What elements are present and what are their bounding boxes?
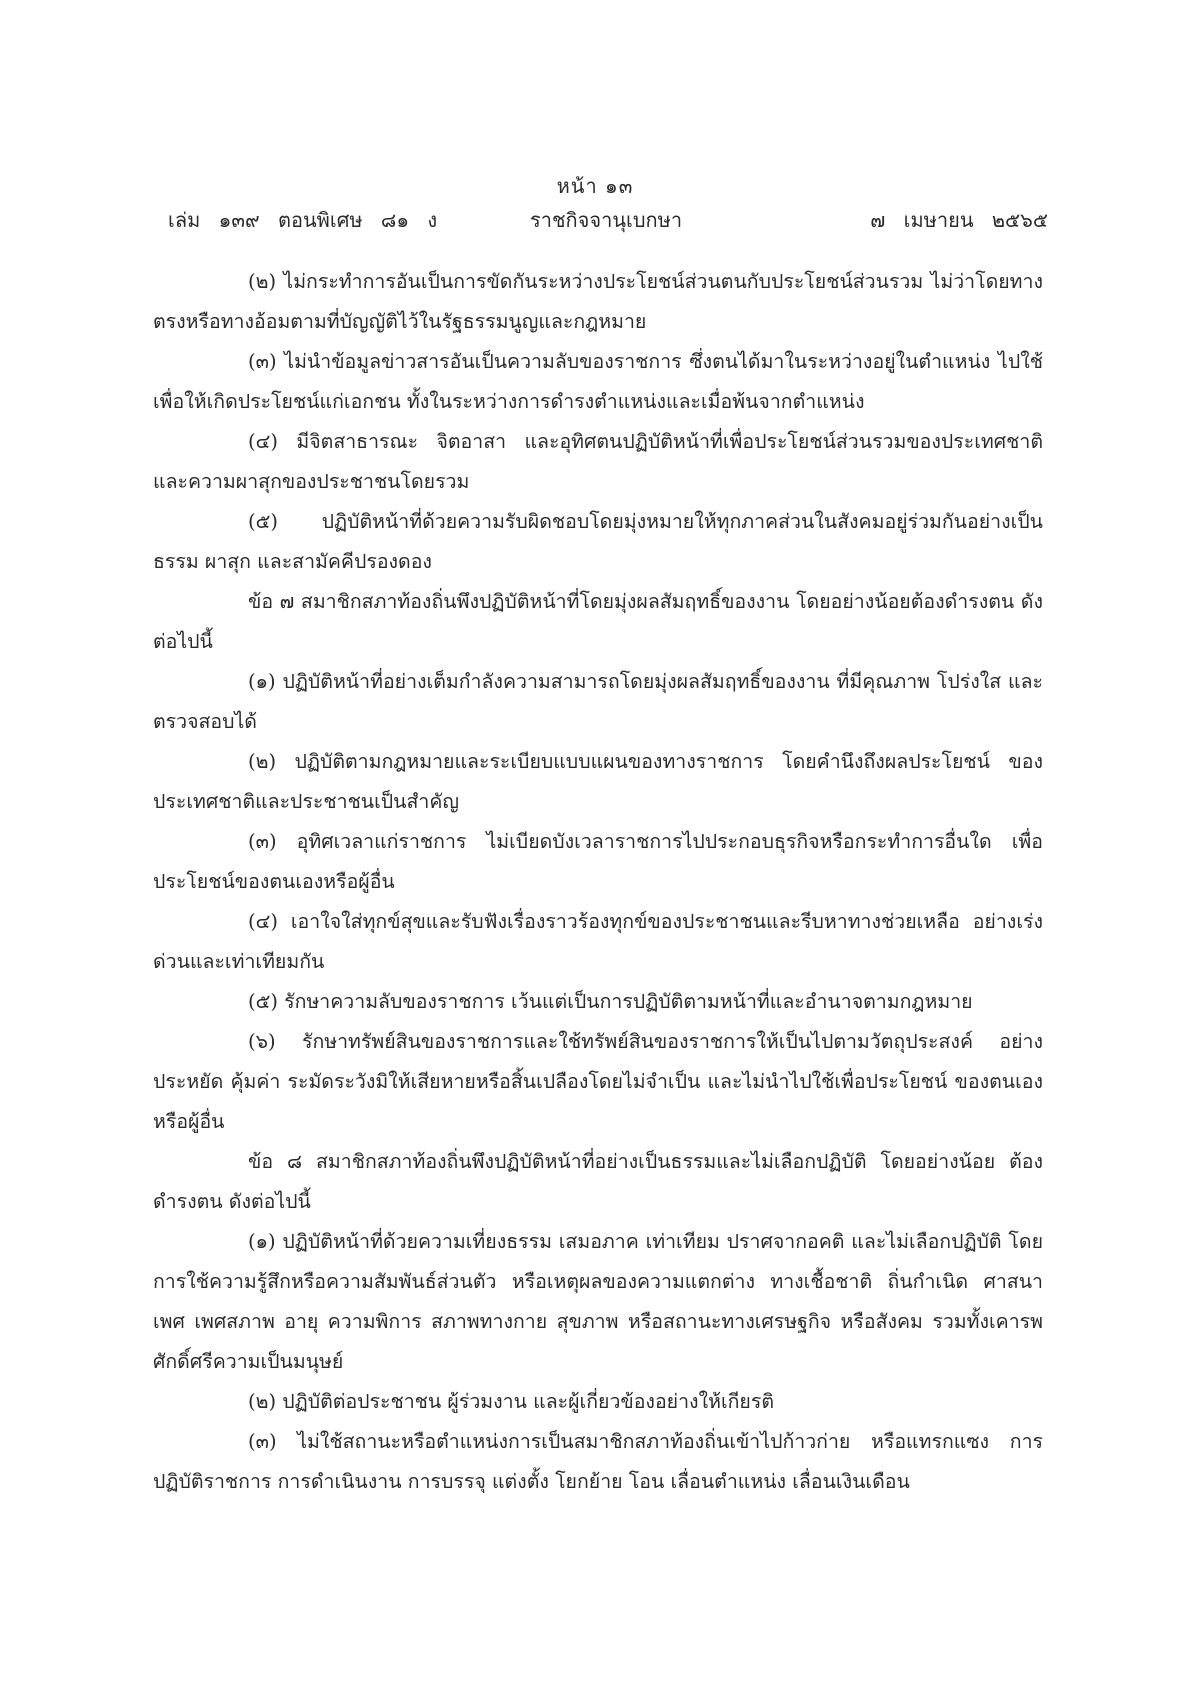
paragraph: (๖) รักษาทรัพย์สินของราชการและใช้ทรัพย์สินของราชการให้เป็นไปตามวัตถุประสงค์ อย่างประหยัด คุ้มค่า ระมัดระวังมิให้เสียหายหรือสิ้นเปลืองโดยไม่จำเป็น และไม่นำไปใช้เพื่อประโยชน์ ของตนเองหรือผู้อื่น (153, 1030, 1043, 1133)
paragraph: (๓) ไม่นำข้อมูลข่าวสารอันเป็นความลับของราชการ ซึ่งตนได้มาในระหว่างอยู่ในตำแหน่ง ไปใช้เพื่อให้เกิดประโยชน์แก่เอกชน ทั้งในระหว่างการดำรงตำแหน่งและเมื่อพ้นจากตำแหน่ง (153, 350, 1043, 413)
gazette-header (168, 204, 1048, 238)
gazette-title: ราชกิจจานุเบกษา (530, 208, 683, 232)
clause-7: ข้อ ๗ สมาชิกสภาท้องถิ่นพึงปฏิบัติหน้าที่โดยมุ่งผลสัมฤทธิ์ของงาน โดยอย่างน้อยต้องดำรงตน ดังต่อไปนี้ (153, 590, 1043, 653)
paragraph: (๕) รักษาความลับของราชการ เว้นแต่เป็นการปฏิบัติตามหน้าที่และอำนาจตามกฎหมาย (248, 990, 973, 1013)
paragraph: (๕) ปฏิบัติหน้าที่ด้วยความรับผิดชอบโดยมุ่งหมายให้ทุกภาคส่วนในสังคมอยู่ร่วมกันอย่างเป็นธรรม ผาสุก และสามัคคีปรองดอง (153, 510, 1043, 573)
volume-issue: เล่ม ๑๓๙ ตอนพิเศษ ๘๑ ง (168, 208, 438, 232)
document-body (153, 262, 1043, 1502)
clause-8: ข้อ ๘ สมาชิกสภาท้องถิ่นพึงปฏิบัติหน้าที่อย่างเป็นธรรมและไม่เลือกปฏิบัติ โดยอย่างน้อย ต้องดำรงตน ดังต่อไปนี้ (153, 1150, 1043, 1213)
publication-date: ๗ เมษายน ๒๕๖๕ (870, 208, 1048, 232)
paragraph: (๓) อุทิศเวลาแก่ราชการ ไม่เบียดบังเวลาราชการไปประกอบธุรกิจหรือกระทำการอื่นใด เพื่อประโยชน์ของตนเองหรือผู้อื่น (153, 830, 1043, 893)
paragraph: (๔) เอาใจใส่ทุกข์สุขและรับฟังเรื่องราวร้องทุกข์ของประชาชนและรีบหาทางช่วยเหลือ อย่างเร่งด่วนและเท่าเทียมกัน (153, 910, 1043, 973)
paragraph: (๒) ปฏิบัติตามกฎหมายและระเบียบแบบแผนของทางราชการ โดยคำนึงถึงผลประโยชน์ ของประเทศชาติและประชาชนเป็นสำคัญ (153, 750, 1043, 813)
paragraph: (๔) มีจิตสาธารณะ จิตอาสา และอุทิศตนปฏิบัติหน้าที่เพื่อประโยชน์ส่วนรวมของประเทศชาติ และความผาสุกของประชาชนโดยรวม (153, 430, 1043, 493)
paragraph: (๑) ปฏิบัติหน้าที่อย่างเต็มกำลังความสามารถโดยมุ่งผลสัมฤทธิ์ของงาน ที่มีคุณภาพ โปร่งใส และตรวจสอบได้ (153, 670, 1043, 733)
paragraph: (๑) ปฏิบัติหน้าที่ด้วยความเที่ยงธรรม เสมอภาค เท่าเทียม ปราศจากอคติ และไม่เลือกปฏิบัติ โดยการใช้ความรู้สึกหรือความสัมพันธ์ส่วนตัว หรือเหตุผลของความแตกต่าง ทางเชื้อชาติ ถิ่นกำเนิด ศาสนา เพศ เพศสภาพ อายุ ความพิการ สภาพทางกาย สุขภาพ หรือสถานะทางเศรษฐกิจ หรือสังคม รวมทั้งเคารพศักดิ์ศรีความเป็นมนุษย์ (153, 1230, 1043, 1373)
paragraph: (๓) ไม่ใช้สถานะหรือตำแหน่งการเป็นสมาชิกสภาท้องถิ่นเข้าไปก้าวก่าย หรือแทรกแซง การปฏิบัติราชการ การดำเนินงาน การบรรจุ แต่งตั้ง โยกย้าย โอน เลื่อนตำแหน่ง เลื่อนเงินเดือน (153, 1430, 1043, 1493)
paragraph: (๒) ไม่กระทำการอันเป็นการขัดกันระหว่างประโยชน์ส่วนตนกับประโยชน์ส่วนรวม ไม่ว่าโดยทางตรงหรือทางอ้อมตามที่บัญญัติไว้ในรัฐธรรมนูญและกฎหมาย (153, 270, 1043, 333)
paragraph: (๒) ปฏิบัติต่อประชาชน ผู้ร่วมงาน และผู้เกี่ยวข้องอย่างให้เกียรติ (248, 1390, 774, 1413)
page-number: หน้า ๑๓ (556, 174, 634, 198)
